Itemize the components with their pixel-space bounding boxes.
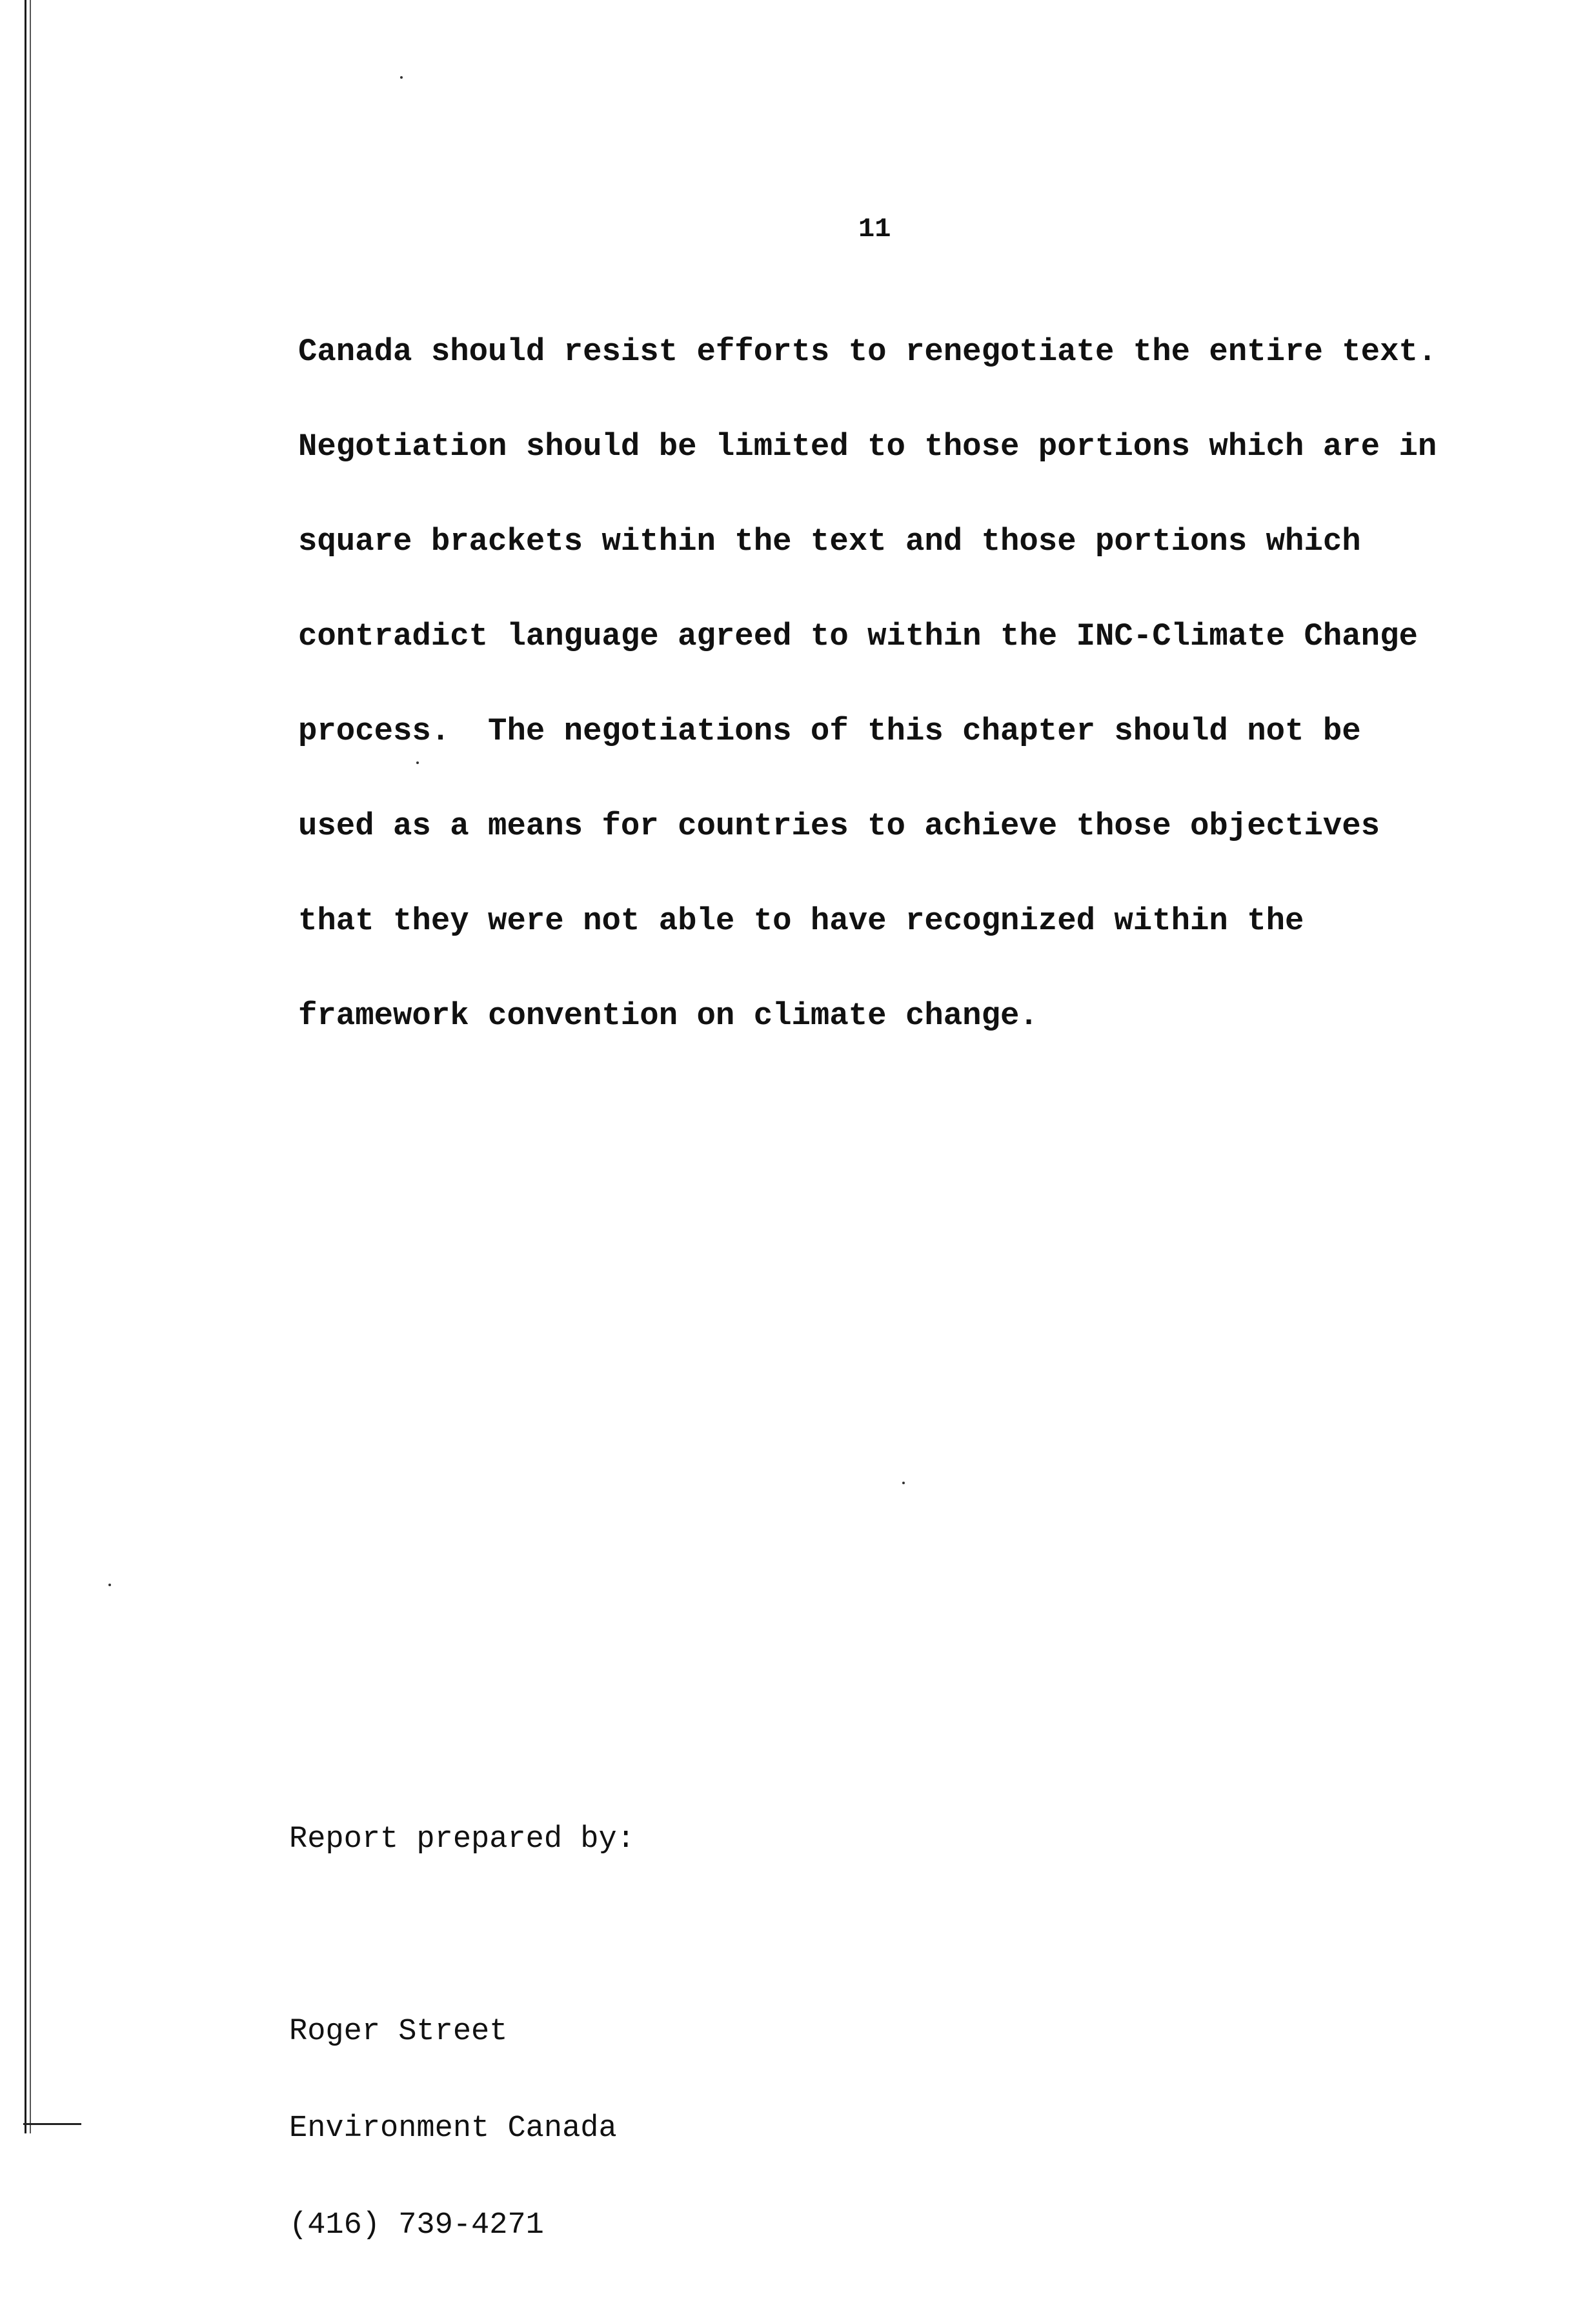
scan-speck bbox=[902, 1482, 905, 1484]
scan-speck bbox=[108, 1584, 111, 1586]
body-line: used as a means for countries to achieve those objectives bbox=[298, 808, 1380, 844]
scan-edge-line bbox=[25, 0, 26, 2133]
body-line: process. The negotiations of this chapter should not be bbox=[298, 713, 1361, 749]
body-line: that they were not able to have recognized within the bbox=[298, 903, 1304, 939]
signature-heading: Report prepared by: bbox=[289, 1822, 635, 1857]
body-line: square brackets within the text and those portions which bbox=[298, 523, 1361, 559]
scan-speck bbox=[400, 76, 403, 79]
scan-edge-mark bbox=[23, 2123, 81, 2125]
scan-edge-line bbox=[30, 0, 31, 2133]
body-line: contradict language agreed to within the INC-Climate Change bbox=[298, 618, 1418, 654]
body-line: Negotiation should be limited to those portions which are in bbox=[298, 428, 1437, 465]
signature-spacer bbox=[289, 1920, 635, 1951]
author-organization: Environment Canada bbox=[289, 2111, 617, 2146]
author-phone: (416) 739-4271 bbox=[289, 2208, 544, 2242]
body-line: framework convention on climate change. bbox=[298, 998, 1038, 1034]
scan-speck bbox=[416, 761, 419, 764]
body-line: Canada should resist efforts to renegotiate the entire text. bbox=[298, 334, 1437, 370]
page-number: 11 bbox=[858, 214, 891, 245]
signature-block bbox=[289, 1759, 635, 2306]
body-paragraph bbox=[298, 273, 1524, 1095]
author-name: Roger Street bbox=[289, 2015, 508, 2049]
